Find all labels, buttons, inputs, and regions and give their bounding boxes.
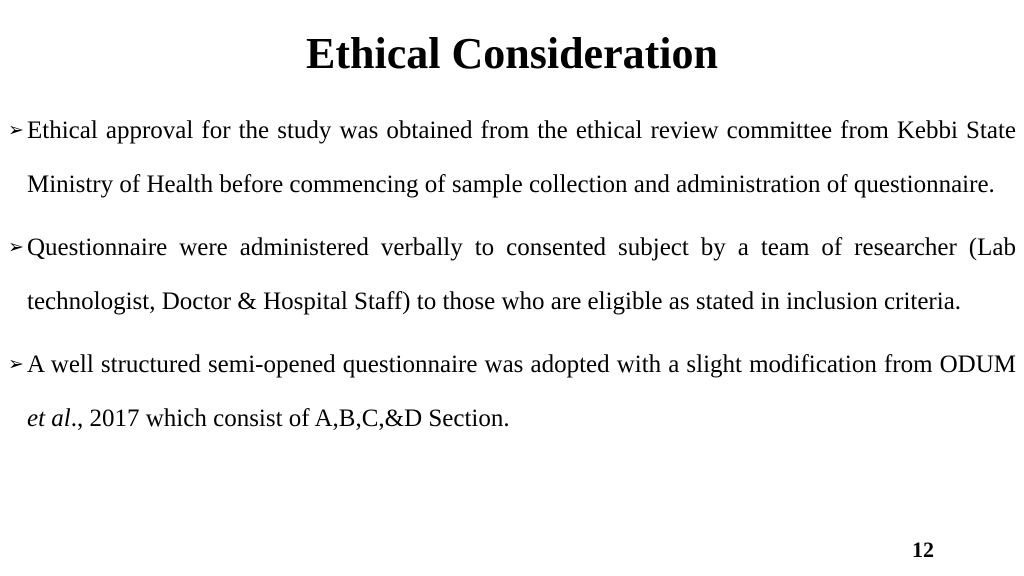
bullet-text: Ethical approval for the study was obtained from the ethical review committee from Kebbi State Ministry of Health before commencing of sample collection and administration of questionnaire.	[27, 117, 1016, 198]
bullet-item-questionnaire-structure	[8, 338, 1016, 445]
bullet-text	[27, 351, 1016, 432]
slide-title: Ethical Consideration	[306, 29, 718, 78]
bullet-text-part: A well structured semi-opened questionnaire was adopted with a slight modification from ODUM	[27, 351, 1016, 378]
italic-citation: et al	[27, 404, 71, 432]
arrow-bullet-icon: ➢	[8, 353, 24, 375]
bullet-item-ethical-approval	[8, 104, 1016, 211]
bullet-list	[8, 104, 1016, 455]
bullet-item-questionnaire-administration	[8, 221, 1016, 328]
bullet-text: Questionnaire were administered verbally to consented subject by a team of researcher (Lab technologist, Doctor & Hospital Staff) to those who are eligible as stated in inclusion criteria.	[27, 234, 1016, 315]
bullet-text-part: ., 2017 which consist of A,B,C,&D Section.	[70, 404, 510, 432]
arrow-bullet-icon: ➢	[8, 119, 24, 141]
page-number: 12	[912, 537, 934, 562]
arrow-bullet-icon: ➢	[8, 236, 24, 258]
